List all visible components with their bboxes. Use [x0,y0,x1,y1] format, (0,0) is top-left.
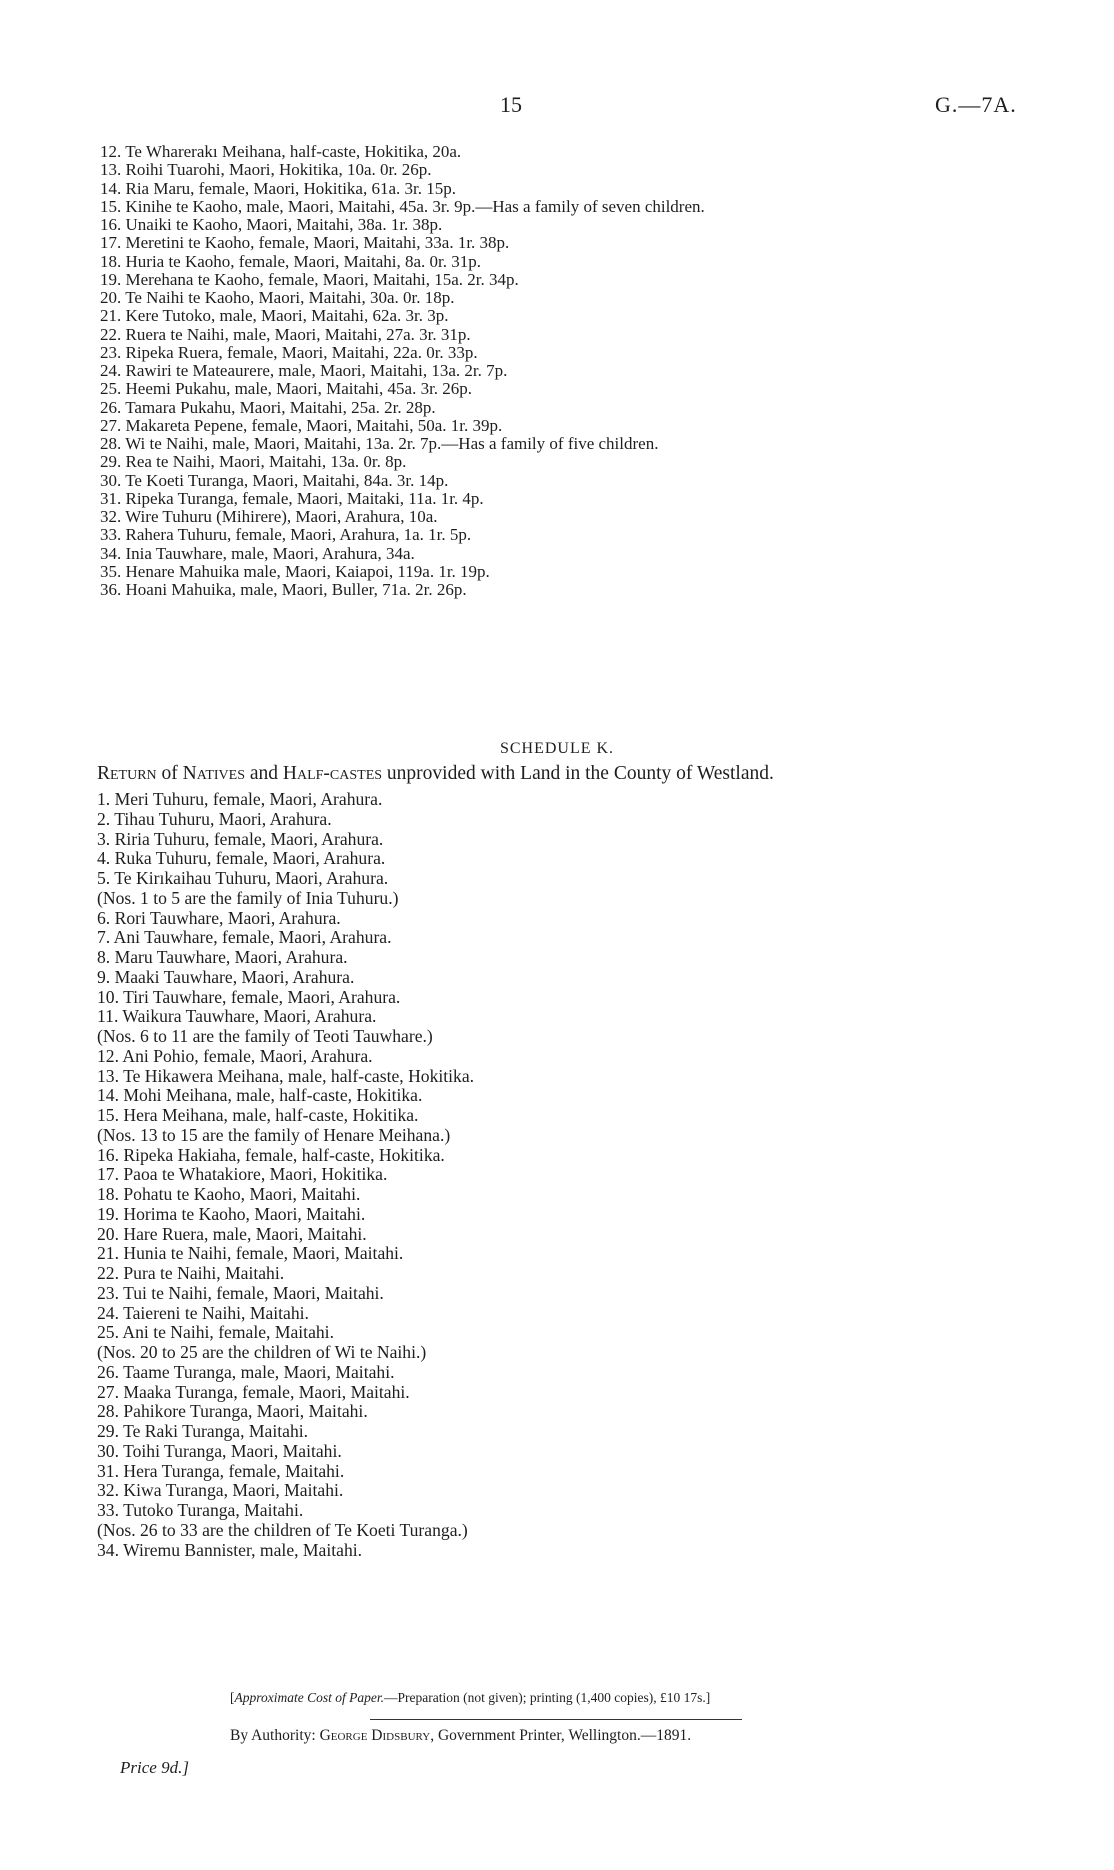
list-item: 35. Henare Mahuika male, Maori, Kaiapoi, 119a. 1r. 19p. [100,561,490,581]
list-item: 23. Ripeka Ruera, female, Maori, Maitahi, 22a. 0r. 33p. [100,342,478,362]
cost-text: —Preparation (not given); printing (1,400 copies), £10 17s.] [384,1690,711,1705]
list-item: 17. Meretini te Kaoho, female, Maori, Maitahi, 33a. 1r. 38p. [100,233,510,253]
list-item: 29. Rea te Naihi, Maori, Maitahi, 13a. 0r. 8p. [100,452,407,472]
list-item: (Nos. 20 to 25 are the children of Wi te Naihi.) [97,1342,427,1362]
list-item: (Nos. 6 to 11 are the family of Teoti Tauwhare.) [97,1026,433,1046]
list-item: 32. Wire Tuhuru (Mihirere), Maori, Arahura, 10a. [100,507,438,526]
list-item: 26. Taame Turanga, male, Maori, Maitahi. [97,1361,395,1382]
list-item: 3. Riria Tuhuru, female, Maori, Arahura. [97,828,384,849]
heading-word-of: of [156,763,183,784]
heading-word-return: Return [97,763,157,784]
footer-divider [370,1719,742,1720]
list-item: 30. Toihi Turanga, Maori, Maitahi. [97,1440,342,1461]
list-item: 36. Hoani Mahuika, male, Maori, Buller, 71a. 2r. 26p. [100,580,467,599]
document-reference: G.—7A. [935,92,1017,117]
list-item: 2. Tihau Tuhuru, Maori, Arahura. [97,808,332,829]
list-item: 22. Pura te Naihi, Maitahi. [97,1263,285,1283]
list-item: 14. Ria Maru, female, Maori, Hokitika, 61a. 3r. 15p. [100,178,456,198]
list-item: 1. Meri Tuhuru, female, Maori, Arahura. [97,789,383,809]
cost-bracket: [ [230,1690,235,1705]
list-item: 15. Kinihe te Kaoho, male, Maori, Maitahi, 45a. 3r. 9p.—Has a family of seven children. [100,196,705,216]
authority-suffix: , Government Printer, Wellington.—1891. [430,1727,692,1744]
list-item: 27. Makareta Pepene, female, Maori, Maitahi, 50a. 1r. 39p. [100,415,503,435]
list-item: 6. Rori Tauwhare, Maori, Arahura. [97,907,341,928]
list-item: 34. Inia Tauwhare, male, Maori, Arahura, 34a. [100,543,415,563]
list-item: 16. Unaiki te Kaoho, Maori, Maitahi, 38a. 1r. 38p. [100,215,443,234]
list-item: (Nos. 1 to 5 are the family of Inia Tuhuru.) [97,887,399,908]
list-item: 11. Waikura Tauwhare, Maori, Arahura. [97,1006,377,1027]
list-item: 23. Tui te Naihi, female, Maori, Maitahi. [97,1282,384,1303]
list-item: 14. Mohi Meihana, male, half-caste, Hokitika. [97,1085,423,1106]
heading-rest: unprovided with Land in the County of Westland. [382,763,774,784]
page-number: 15 [500,92,522,117]
list-item: 31. Hera Turanga, female, Maitahi. [97,1460,345,1481]
list-item: (Nos. 26 to 33 are the children of Te Koeti Turanga.) [97,1519,468,1540]
list-item: 19. Horima te Kaoho, Maori, Maitahi. [97,1203,366,1224]
list-item: 12. Ani Pohio, female, Maori, Arahura. [97,1045,373,1066]
list-item: 28. Pahikore Turanga, Maori, Maitahi. [97,1401,368,1422]
list-item: 12. Te Wharerakı Meihana, half-caste, Hokitika, 20a. [100,142,462,161]
list-item: 17. Paoa te Whatakiore, Maori, Hokitika. [97,1164,388,1185]
schedule-title: SCHEDULE K. [499,740,615,757]
unprovided-natives-list [97,790,474,1560]
list-item: 9. Maaki Tauwhare, Maori, Arahura. [97,966,355,987]
list-item: 4. Ruka Tuhuru, female, Maori, Arahura. [97,848,386,869]
list-item: (Nos. 13 to 15 are the family of Henare Meihana.) [97,1124,451,1145]
authority-prefix: By Authority: [230,1727,320,1744]
list-item: 34. Wiremu Bannister, male, Maitahi. [97,1539,363,1560]
land-holders-list [100,143,705,599]
cost-note [230,1690,710,1706]
cost-label: Approximate Cost of Paper. [234,1690,384,1705]
list-item: 32. Kiwa Turanga, Maori, Maitahi. [97,1480,344,1501]
list-item: 19. Merehana te Kaoho, female, Maori, Maitahi, 15a. 2r. 34p. [100,269,519,289]
list-item: 13. Te Hikawera Meihana, male, half-caste, Hokitika. [97,1065,475,1086]
list-item: 28. Wi te Naihi, male, Maori, Maitahi, 13a. 2r. 7p.—Has a family of five children. [100,434,659,453]
list-item: 16. Ripeka Hakiaha, female, half-caste, Hokitika. [97,1144,445,1165]
list-item: 31. Ripeka Turanga, female, Maori, Maitaki, 11a. 1r. 4p. [100,488,484,508]
list-item: 8. Maru Tauwhare, Maori, Arahura. [97,947,348,967]
list-item: 30. Te Koeti Turanga, Maori, Maitahi, 84a. 3r. 14p. [100,470,449,490]
list-item: 7. Ani Tauwhare, female, Maori, Arahura. [97,927,392,948]
authority-line [230,1727,691,1745]
list-item: 25. Heemi Pukahu, male, Maori, Maitahi, 45a. 3r. 26p. [100,379,473,399]
heading-word-natives: Natives [182,763,245,784]
list-item: 5. Te Kirıkaihau Tuhuru, Maori, Arahura. [97,868,389,888]
list-item: 21. Hunia te Naihi, female, Maori, Maitahi. [97,1243,404,1264]
list-item: 21. Kere Tutoko, male, Maori, Maitahi, 62a. 3r. 3p. [100,306,449,326]
list-item: 20. Hare Ruera, male, Maori, Maitahi. [97,1223,367,1244]
list-item: 24. Rawiri te Mateaurere, male, Maori, Maitahi, 13a. 2r. 7p. [100,361,508,380]
price-note: Price 9d.] [120,1758,189,1777]
list-item: 27. Maaka Turanga, female, Maori, Maitahi. [97,1381,410,1402]
return-heading [97,763,774,785]
heading-word-and: and [244,763,283,784]
list-item: 10. Tiri Tauwhare, female, Maori, Arahura. [97,986,401,1007]
list-item: 24. Taiereni te Naihi, Maitahi. [97,1302,309,1323]
list-item: 25. Ani te Naihi, female, Maitahi. [97,1322,334,1343]
list-item: 13. Roihi Tuarohi, Maori, Hokitika, 10a. 0r. 26p. [100,160,432,180]
list-item: 22. Ruera te Naihi, male, Maori, Maitahi, 27a. 3r. 31p. [100,324,471,344]
printer-name: George Didsbury [319,1727,431,1744]
list-item: 33. Tutoko Turanga, Maitahi. [97,1500,304,1520]
list-item: 20. Te Naihi te Kaoho, Maori, Maitahi, 30a. 0r. 18p. [100,288,455,307]
list-item: 15. Hera Meihana, male, half-caste, Hokitika. [97,1105,419,1125]
heading-word-half-castes: Half-castes [282,763,383,784]
list-item: 18. Huria te Kaoho, female, Maori, Maitahi, 8a. 0r. 31p. [100,251,481,271]
list-item: 33. Rahera Tuhuru, female, Maori, Arahura, 1a. 1r. 5p. [100,525,472,545]
list-item: 26. Tamara Pukahu, Maori, Maitahi, 25a. 2r. 28p. [100,397,436,417]
list-item: 18. Pohatu te Kaoho, Maori, Maitahi. [97,1184,361,1204]
list-item: 29. Te Raki Turanga, Maitahi. [97,1421,309,1441]
